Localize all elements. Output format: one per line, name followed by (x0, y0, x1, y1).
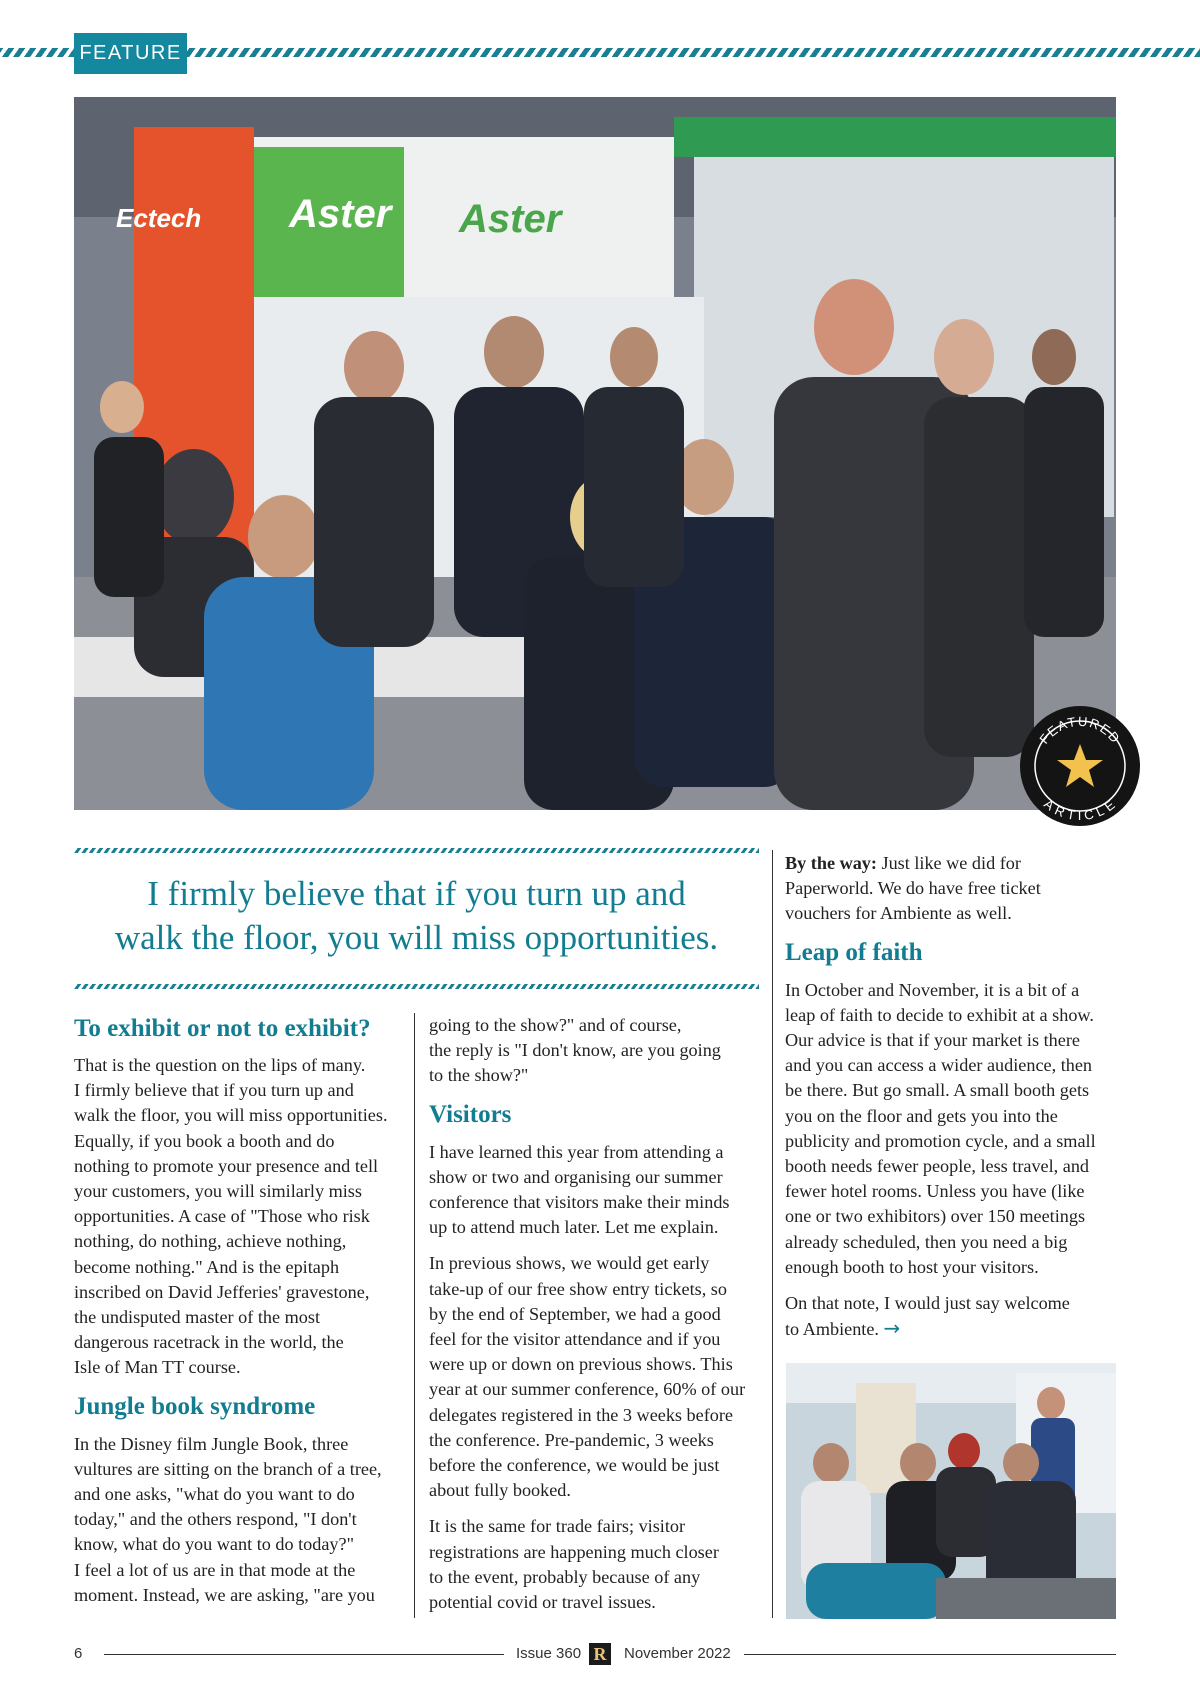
text-line: up to attend much later. Let me explain. (429, 1217, 719, 1238)
issue-date: November 2022 (624, 1645, 731, 1662)
text-line: walk the floor, you will miss opportunities. (74, 1105, 388, 1126)
column-divider-2 (772, 850, 773, 1618)
text-line: and one asks, "what do you want to do (74, 1484, 355, 1505)
arrow-right-icon: → (883, 1316, 901, 1341)
sign-aster-left: Aster (289, 192, 392, 236)
text-line: I have learned this year from attending a (429, 1141, 724, 1162)
text-line: On that note, I would just say welcome (785, 1293, 1070, 1314)
column-3 (785, 851, 1120, 1353)
text-line: In the Disney film Jungle Book, three (74, 1433, 349, 1454)
text-line: enough booth to host your visitors. (785, 1256, 1039, 1277)
text-line: about fully booked. (429, 1480, 571, 1501)
heading-visitors: Visitors (429, 1100, 512, 1128)
text-line: your customers, you will similarly miss (74, 1181, 362, 1202)
paragraph (429, 1514, 759, 1615)
text-line: I feel a lot of us are in that mode at the (74, 1559, 356, 1580)
text-line: Isle of Man TT course. (74, 1357, 241, 1378)
text-line: year at our summer conference, 60% of our (429, 1379, 746, 1400)
text-line: That is the question on the lips of many. (74, 1055, 366, 1075)
paragraph (429, 1251, 759, 1503)
header-hatch-right (187, 48, 1200, 57)
page-footer (74, 1640, 1116, 1670)
page-number: 6 (74, 1645, 83, 1662)
text-line: and you can access a wider audience, then (785, 1055, 1093, 1076)
text-line: become nothing." And is the epitaph (74, 1256, 340, 1277)
heading-jungle-book: Jungle book syndrome (74, 1392, 316, 1420)
footer-rule-left (104, 1654, 504, 1655)
magazine-logo (589, 1643, 611, 1665)
text-line: show or two and organising our summer (429, 1166, 723, 1187)
badge-top-text: FEATURED (1036, 713, 1124, 747)
text-line: inscribed on David Jefferies' gravestone, (74, 1281, 370, 1302)
sign-ectech: Ectech (116, 203, 202, 233)
text-line: vouchers for Ambiente as well. (785, 903, 1012, 924)
featured-article-badge (1018, 704, 1142, 828)
paragraph (74, 1432, 414, 1608)
sign-aster-right: Aster (459, 197, 562, 241)
text-line: Just like we did for (876, 853, 1021, 873)
heading-leap-of-faith: Leap of faith (785, 938, 923, 966)
text-line: registrations are happening much closer (429, 1541, 719, 1562)
text-line: to the show?" (429, 1065, 529, 1086)
text-line: going to the show?" and of course, (429, 1015, 682, 1035)
text-line: already scheduled, then you need a big (785, 1231, 1068, 1252)
meeting-photo (786, 1363, 1116, 1619)
text-line: In previous shows, we would get early (429, 1253, 710, 1274)
footer-rule-right (744, 1654, 1116, 1655)
quote-rule-bottom (74, 984, 759, 989)
text-line: publicity and promotion cycle, and a small (785, 1130, 1096, 1151)
text-line: moment. Instead, we are asking, "are you (74, 1584, 375, 1605)
text-line: by the end of September, we had a good (429, 1303, 721, 1324)
pull-quote-line-2: walk the floor, you will miss opportunities. (114, 918, 719, 957)
column-2 (429, 1013, 759, 1626)
text-line: the undisputed master of the most (74, 1307, 320, 1328)
text-line: one or two exhibitors) over 150 meetings (785, 1206, 1086, 1227)
text-line: It is the same for trade fairs; visitor (429, 1516, 686, 1537)
pull-quote (74, 872, 759, 960)
paragraph (429, 1140, 759, 1241)
text-line: In October and November, it is a bit of a (785, 979, 1080, 1000)
text-line: vultures are sitting on the branch of a tree, (74, 1458, 382, 1479)
text-line: know, what do you want to do today?" (74, 1534, 355, 1555)
text-line: nothing to promote your presence and tell (74, 1155, 379, 1176)
by-the-way-lead: By the way: (785, 853, 877, 873)
logo-letter: R (593, 1643, 607, 1664)
text-line: be there. But go small. A small booth gets (785, 1080, 1090, 1101)
paragraph (785, 1291, 1120, 1342)
text-line: opportunities. A case of "Those who risk (74, 1206, 370, 1227)
text-line: feel for the visitor attendance and if you (429, 1329, 721, 1350)
issue-number: Issue 360 (516, 1645, 582, 1662)
paragraph (785, 978, 1120, 1280)
text-line: delegates registered in the 3 weeks before (429, 1404, 734, 1425)
text-line: Equally, if you book a booth and do (74, 1130, 335, 1151)
column-1 (74, 1014, 414, 1619)
column-divider-1 (414, 1013, 415, 1618)
text-line: I firmly believe that if you turn up and (74, 1080, 354, 1101)
trade-show-photo (74, 97, 1116, 810)
text-line: fewer hotel rooms. Unless you have (like (785, 1181, 1085, 1202)
text-line: before the conference, we would be just (429, 1455, 720, 1476)
section-label: FEATURE (74, 33, 187, 74)
paragraph (785, 851, 1120, 927)
text-line: the reply is "I don't know, are you going (429, 1040, 721, 1061)
text-line: leap of faith to decide to exhibit at a show. (785, 1004, 1094, 1025)
quote-rule-top (74, 848, 759, 853)
text-line: to the event, probably because of any (429, 1566, 701, 1587)
heading-exhibit: To exhibit or not to exhibit? (74, 1015, 371, 1042)
paragraph (74, 1053, 414, 1381)
text-line: conference that visitors make their minds (429, 1192, 730, 1213)
text-line: were up or down on previous shows. This (429, 1354, 733, 1375)
text-line: to Ambiente. (785, 1319, 879, 1340)
text-line: today," and the others respond, "I don't (74, 1509, 357, 1530)
badge-bottom-text: ARTICLE (1041, 796, 1119, 824)
text-line: nothing, do nothing, achieve nothing, (74, 1231, 347, 1252)
pull-quote-line-1: I firmly believe that if you turn up and (147, 874, 686, 913)
text-line: the conference. Pre-pandemic, 3 weeks (429, 1429, 714, 1450)
text-line: Our advice is that if your market is there (785, 1030, 1080, 1051)
text-line: Paperworld. We do have free ticket (785, 878, 1041, 899)
header-hatch-left (0, 48, 74, 57)
text-line: you on the floor and gets you into the (785, 1105, 1058, 1126)
text-line: take-up of our free show entry tickets, so (429, 1278, 727, 1299)
text-line: dangerous racetrack in the world, the (74, 1332, 344, 1353)
paragraph (429, 1013, 759, 1089)
text-line: potential covid or travel issues. (429, 1592, 656, 1613)
text-line: booth needs fewer people, less travel, and (785, 1156, 1090, 1177)
